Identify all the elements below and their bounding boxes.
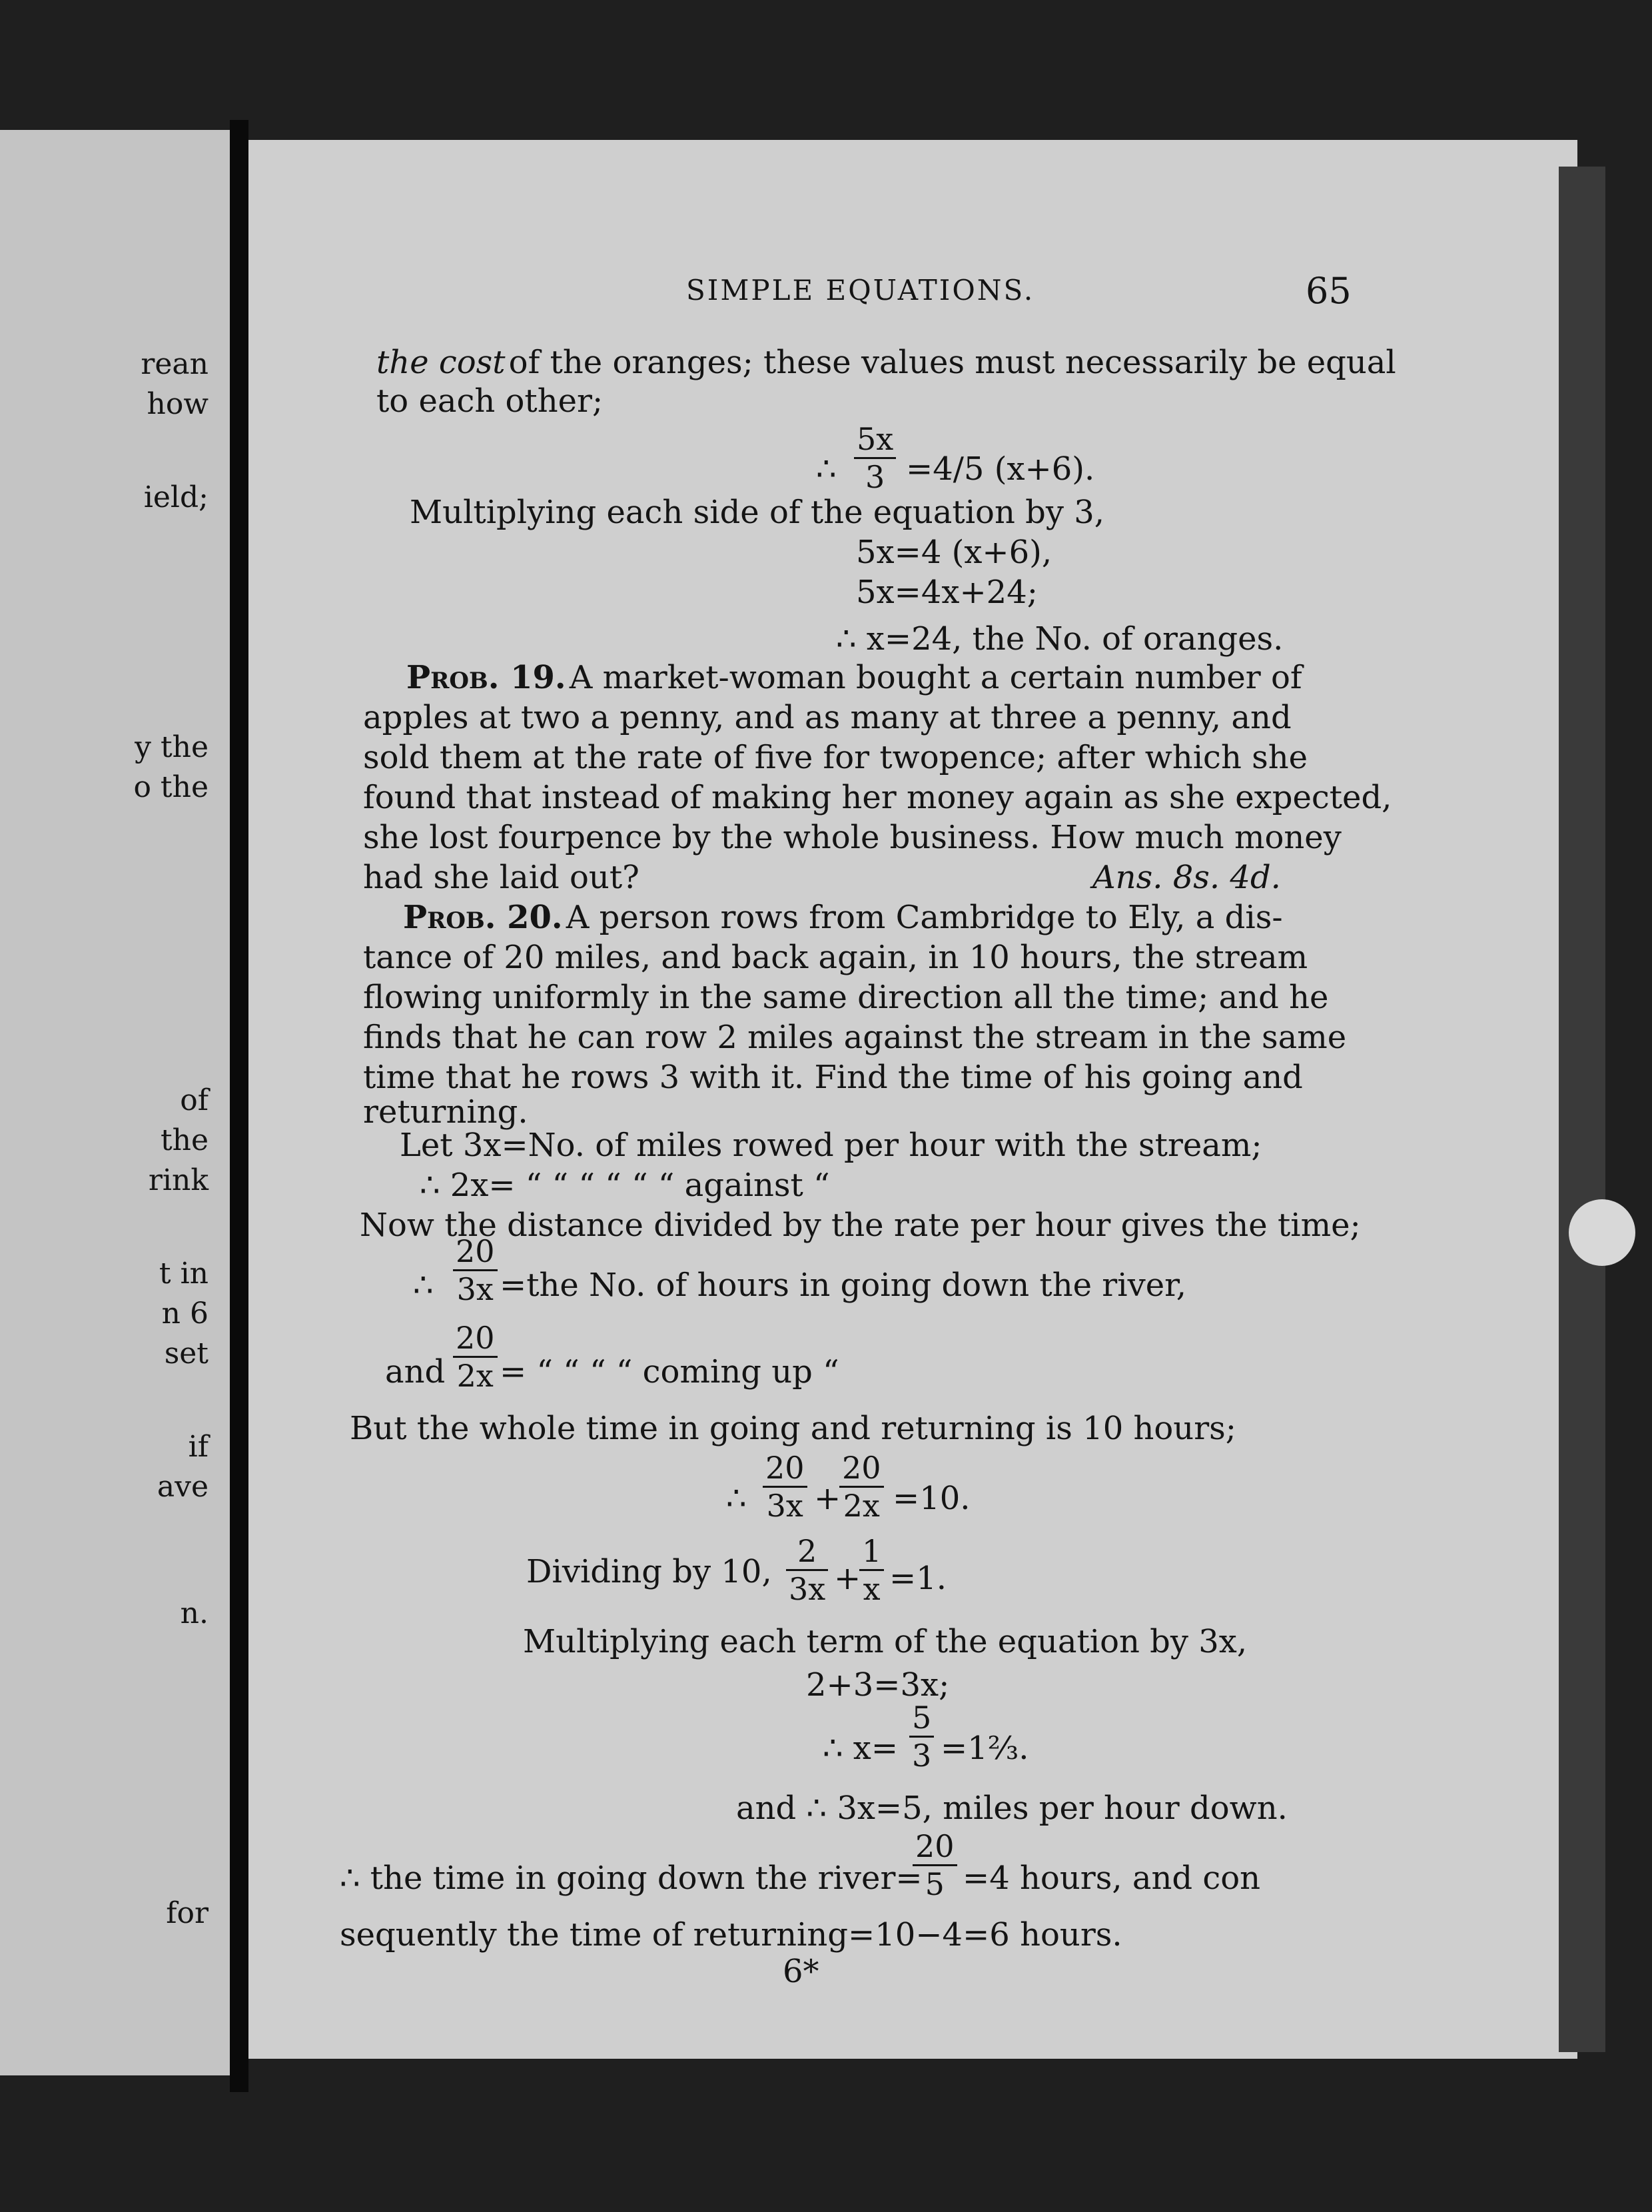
body-line: =the No. of hours in going down the river, (500, 1267, 1187, 1304)
fraction (859, 1533, 884, 1607)
fraction (854, 421, 896, 495)
math-symbol: ∴ (413, 1267, 434, 1304)
fraction (913, 1828, 957, 1902)
left-page (0, 130, 230, 2075)
left-page-fragment: rean (141, 347, 208, 381)
equation: =1. (889, 1560, 947, 1597)
problem-label: Prob. 20. (403, 899, 563, 936)
body-line-text: ∴ the time in going down the river= (340, 1860, 923, 1897)
left-page-fragment: for (166, 1896, 208, 1930)
problem-label: Prob. 19. (406, 659, 566, 696)
body-line-text: A person rows from Cambridge to Ely, a dis- (566, 899, 1283, 936)
fraction-denominator: 5 (925, 1866, 945, 1902)
body-line (376, 344, 1396, 381)
running-head: SIMPLE EQUATIONS. (686, 274, 1035, 306)
fraction-numerator: 1 (862, 1533, 882, 1569)
equation: =4/5 (x+6). (906, 450, 1095, 488)
fraction-numerator: 20 (456, 1320, 495, 1356)
body-line: she lost fourpence by the whole business. How much money (363, 819, 1342, 856)
body-line-text: of the oranges; these values must necessarily be equal (508, 344, 1396, 381)
fraction-denominator: 3 (912, 1738, 932, 1774)
fraction (786, 1533, 828, 1607)
body-line: = “ “ “ “ coming up “ (500, 1353, 839, 1390)
fraction-denominator: 3x (789, 1571, 826, 1607)
left-page-fragment: n. (180, 1596, 208, 1630)
left-page-fragment: ave (157, 1470, 208, 1504)
body-line-text: =4 hours, and con (963, 1860, 1261, 1897)
body-line: ∴ 2x= “ “ “ “ “ “ against “ (420, 1167, 830, 1204)
left-page-fragment: rink (148, 1163, 208, 1197)
fraction-numerator: 20 (915, 1828, 955, 1864)
fraction-numerator: 20 (842, 1450, 881, 1486)
body-line: returning. (363, 1093, 528, 1131)
fraction-numerator: 2 (797, 1533, 817, 1569)
left-page-fragment: of (180, 1083, 208, 1117)
body-line: flowing uniformly in the same direction all the time; and he (363, 979, 1329, 1016)
equation: =10. (893, 1480, 971, 1517)
body-line-text: A market-woman bought a certain number of (569, 659, 1302, 696)
body-line: sold them at the rate of five for twopence; after which she (363, 739, 1308, 776)
equation: and ∴ 3x=5, miles per hour down. (736, 1790, 1288, 1827)
left-page-fragment: ield; (143, 480, 208, 514)
math-symbol: ∴ (726, 1480, 747, 1517)
page-number: 65 (1306, 270, 1352, 312)
body-line: Multiplying each side of the equation by 3, (410, 494, 1105, 531)
fraction (453, 1233, 498, 1307)
page-edge (1559, 167, 1605, 2052)
left-page-fragment: how (147, 387, 208, 421)
problem-heading (406, 659, 1302, 696)
body-line: had she laid out? (363, 859, 639, 896)
body-line: Multiplying each term of the equation by 3x, (523, 1623, 1248, 1660)
math-symbol: ∴ (816, 450, 837, 488)
body-line: time that he rows 3 with it. Find the time of his going and (363, 1059, 1303, 1096)
equation: 2+3=3x; (806, 1666, 950, 1704)
body-line: to each other; (376, 382, 604, 420)
equation: ∴ x=24, the No. of oranges. (836, 620, 1284, 658)
fraction-numerator: 5 (912, 1700, 932, 1736)
signature-mark: 6* (783, 1953, 819, 1990)
equation: 5x=4x+24; (856, 574, 1038, 611)
left-page-fragment: if (188, 1430, 208, 1464)
left-page-fragment: o the (133, 770, 208, 804)
body-line-text: Dividing by 10, (526, 1553, 772, 1590)
fraction-denominator: 3x (456, 1271, 494, 1307)
fraction (453, 1320, 498, 1394)
fraction-denominator: 2x (843, 1488, 880, 1524)
fraction-numerator: 20 (765, 1450, 805, 1486)
fraction-denominator: 3x (766, 1488, 803, 1524)
body-line: apples at two a penny, and as many at three a penny, and (363, 699, 1292, 736)
left-page-fragment: set (164, 1337, 208, 1371)
left-page-fragment: the (160, 1123, 208, 1157)
fraction-denominator: 3 (865, 459, 885, 495)
paper-stain (1569, 1199, 1635, 1266)
body-line: finds that he can row 2 miles against the stream in the same (363, 1019, 1347, 1056)
equation: =1⅔. (941, 1730, 1029, 1767)
answer: Ans. 8s. 4d. (1092, 859, 1281, 896)
fraction-numerator: 20 (456, 1233, 495, 1269)
fraction-denominator: 2x (456, 1358, 494, 1394)
fraction-denominator: x (863, 1571, 881, 1607)
fraction (909, 1700, 934, 1774)
body-line: found that instead of making her money again as she expected, (363, 779, 1392, 816)
math-symbol: + (834, 1560, 861, 1597)
body-line: Let 3x=No. of miles rowed per hour with the stream; (400, 1127, 1262, 1164)
body-line: tance of 20 miles, and back again, in 10 hours, the stream (363, 939, 1308, 976)
body-line: But the whole time in going and returning is 10 hours; (350, 1410, 1236, 1447)
body-line-text: and (385, 1353, 446, 1390)
math-symbol: + (814, 1480, 841, 1517)
body-line: Now the distance divided by the rate per hour gives the time; (360, 1207, 1361, 1244)
left-page-fragment: n 6 (161, 1297, 208, 1331)
equation: ∴ x= (823, 1730, 899, 1767)
body-line: sequently the time of returning=10−4=6 hours. (340, 1916, 1122, 1953)
fraction (839, 1450, 884, 1524)
equation: 5x=4 (x+6), (856, 534, 1052, 571)
left-page-fragment: y the (135, 730, 208, 764)
book-gutter (230, 120, 248, 2092)
italic-phrase: the cost (376, 344, 506, 381)
fraction-numerator: 5x (857, 421, 894, 457)
fraction (763, 1450, 807, 1524)
left-page-fragment: t in (159, 1257, 208, 1291)
problem-heading (403, 899, 1283, 936)
